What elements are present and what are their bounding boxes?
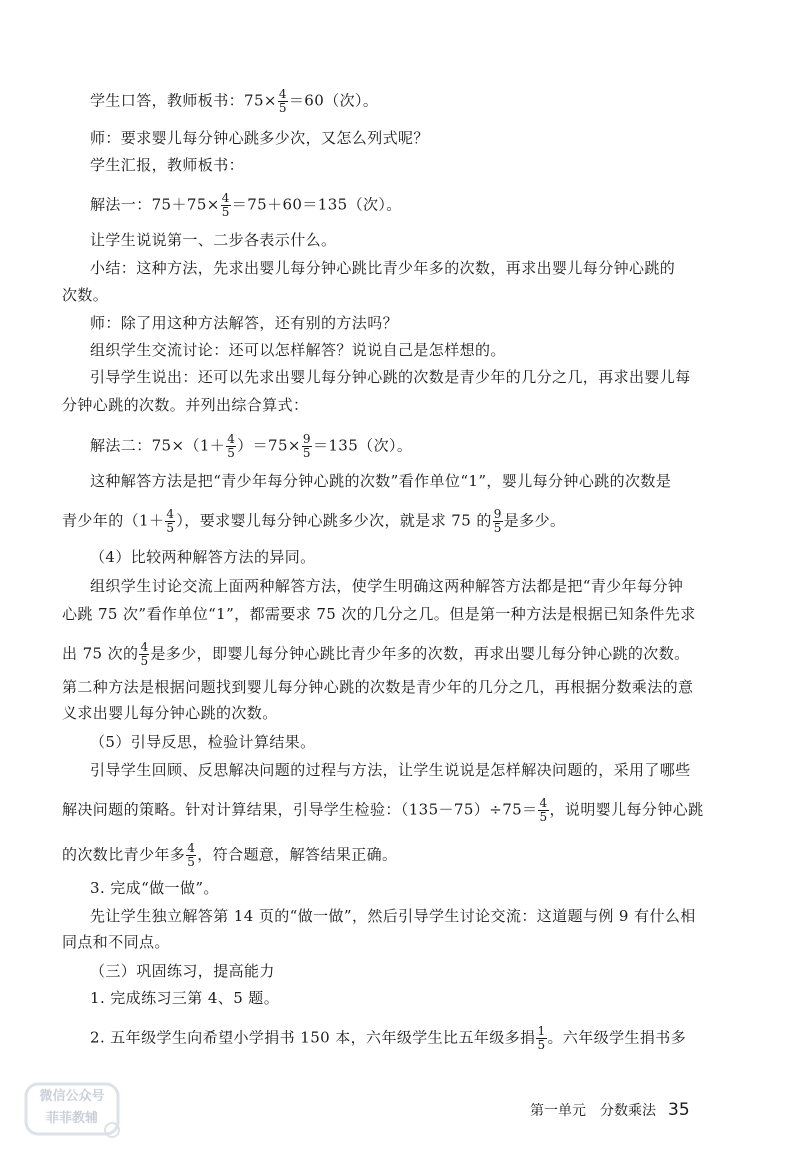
text-line: [62, 604, 696, 624]
text-line: [62, 508, 565, 535]
text-run: 出 75 次的: [62, 644, 139, 663]
fraction-denominator: 5: [227, 446, 236, 460]
fraction: [221, 192, 231, 219]
text-line: [90, 88, 378, 115]
text-line: [62, 842, 397, 869]
fraction: [302, 433, 312, 460]
text-run: 引导学生回顾、反思解决问题的过程与方法，让学生说说是怎样解决问题的，采用了哪些: [90, 761, 691, 779]
text-run: ，符合题意，解答结果正确。: [197, 845, 398, 864]
text-run: 义求出婴儿每分钟心跳的次数。: [62, 704, 278, 722]
text-line: [62, 797, 704, 824]
fraction: [139, 641, 149, 668]
fraction-denominator: 5: [140, 654, 149, 668]
text-run: 的次数比青少年多: [62, 845, 186, 864]
page-footer: [530, 1100, 690, 1120]
fraction-numerator: 4: [539, 796, 548, 810]
fraction-numerator: 4: [166, 507, 175, 521]
text-line: [90, 961, 275, 981]
text-run: 先让学生独立解答第 14 页的“做一做”，然后引导学生讨论交流：这道题与例 9 有什么相: [90, 907, 696, 925]
fraction-denominator: 5: [166, 521, 175, 535]
fraction: [278, 88, 288, 115]
fraction-denominator: 5: [278, 101, 287, 115]
text-line: [90, 313, 398, 333]
chapter-title: 第一单元 分数乘法: [530, 1103, 656, 1119]
fraction-denominator: 5: [302, 446, 311, 460]
text-run: ＝75＋60＝135（次）。: [231, 195, 402, 214]
fraction-numerator: 4: [227, 432, 236, 446]
text-run: 师：要求婴儿每分钟心跳多少次，又怎么列式呢？: [90, 129, 429, 147]
fraction-numerator: 1: [537, 1024, 546, 1038]
text-line: [90, 128, 429, 148]
fraction-numerator: 4: [221, 191, 230, 205]
text-run: 学生汇报，教师板书：: [90, 156, 245, 174]
text-line: [62, 395, 308, 415]
text-line: [90, 433, 412, 460]
fraction-denominator: 5: [537, 1038, 546, 1052]
page-number: 35: [668, 1100, 690, 1120]
text-run: 次数。: [62, 286, 109, 304]
text-line: [62, 285, 108, 305]
text-run: 。六年级学生捐书多: [547, 1028, 687, 1047]
text-line: [62, 932, 170, 952]
text-run: 解法一：75＋75×: [90, 195, 220, 214]
text-run: 让学生说说第一、二步各表示什么。: [90, 231, 337, 249]
text-line: [90, 367, 691, 387]
fraction-numerator: 4: [187, 841, 196, 855]
text-line: [62, 703, 278, 723]
fraction: [165, 508, 175, 535]
text-line: [90, 230, 336, 250]
text-run: 这种解答方法是把“青少年每分钟心跳的次数”看作单位“1”，婴儿每分钟心跳的次数是: [90, 472, 672, 490]
text-run: 是多少，即婴儿每分钟心跳比青少年多的次数，再求出婴儿每分钟心跳的次数。: [150, 644, 690, 663]
fraction-numerator: 4: [140, 640, 149, 654]
text-run: 分钟心跳的次数。并列出综合算式：: [62, 396, 309, 414]
text-line: [90, 258, 675, 278]
text-run: ）＝75×: [237, 436, 301, 455]
text-run: ，说明婴儿每分钟心跳: [549, 800, 704, 819]
watermark-line-2: 菲菲教辅: [45, 1111, 98, 1126]
fraction-denominator: 5: [187, 855, 196, 869]
text-run: ＝60（次）。: [288, 91, 379, 110]
text-run: 解法二：75×（1＋: [90, 436, 226, 455]
text-run: 解决问题的策略。针对计算结果，引导学生检验：（135－75）÷75＝: [62, 800, 538, 819]
text-line: [90, 547, 316, 567]
text-run: 1. 完成练习三第 4、5 题。: [90, 989, 280, 1007]
fraction-numerator: 9: [493, 507, 502, 521]
text-run: 组织学生讨论交流上面两种解答方法，使学生明确这两种解答方法都是把“青少年每分钟: [90, 577, 684, 595]
text-line: [90, 988, 279, 1008]
text-run: 青少年的（1＋: [62, 511, 165, 530]
text-line: [62, 677, 693, 697]
text-line: [90, 906, 696, 926]
text-line: [90, 1025, 686, 1052]
fraction-numerator: 4: [278, 87, 287, 101]
text-run: ），要求婴儿每分钟心跳多少次，就是求 75 的: [176, 511, 492, 530]
text-line: [90, 340, 506, 360]
text-run: 师：除了用这种方法解答，还有别的方法吗？: [90, 314, 399, 332]
watermark-line-1: 微信公众号: [39, 1089, 105, 1104]
fraction-denominator: 5: [221, 205, 230, 219]
text-line: [90, 471, 671, 491]
text-run: 是多少。: [503, 511, 566, 530]
text-run: （5）引导反思，检验计算结果。: [90, 733, 316, 751]
watermark: [22, 1080, 122, 1140]
text-run: 2. 五年级学生向希望小学捐书 150 本，六年级学生比五年级多捐: [90, 1028, 536, 1047]
text-run: 3. 完成“做一做”。: [90, 879, 219, 897]
fraction-denominator: 5: [493, 521, 502, 535]
fraction-denominator: 5: [539, 810, 548, 824]
text-run: 小结：这种方法，先求出婴儿每分钟心跳比青少年多的次数，再求出婴儿每分钟心跳的: [90, 259, 676, 277]
text-run: （4）比较两种解答方法的异同。: [90, 548, 316, 566]
fraction: [536, 1025, 546, 1052]
text-line: [90, 878, 219, 898]
text-line: [90, 192, 402, 219]
fraction: [493, 508, 503, 535]
text-run: 组织学生交流讨论：还可以怎样解答？说说自己是怎样想的。: [90, 341, 506, 359]
text-run: ＝135（次）。: [312, 436, 413, 455]
text-run: 引导学生说出：还可以先求出婴儿每分钟心跳的次数是青少年的几分之几，再求出婴儿每: [90, 368, 691, 386]
text-run: 第二种方法是根据问题找到婴儿每分钟心跳的次数是青少年的几分之几，再根据分数乘法的意: [62, 678, 694, 696]
fraction: [226, 433, 236, 460]
fraction: [186, 842, 196, 869]
fraction-numerator: 9: [302, 432, 311, 446]
text-line: [62, 641, 690, 668]
text-line: [90, 576, 683, 596]
text-line: [90, 760, 691, 780]
text-run: （三）巩固练习，提高能力: [90, 962, 275, 980]
text-run: 心跳 75 次”看作单位“1”，都需要求 75 次的几分之几。但是第一种方法是根据已知条件先求: [62, 605, 696, 623]
text-run: 同点和不同点。: [62, 933, 170, 951]
text-line: [90, 155, 244, 175]
fraction: [538, 797, 548, 824]
text-run: 学生口答，教师板书：75×: [90, 91, 277, 110]
text-line: [90, 732, 316, 752]
